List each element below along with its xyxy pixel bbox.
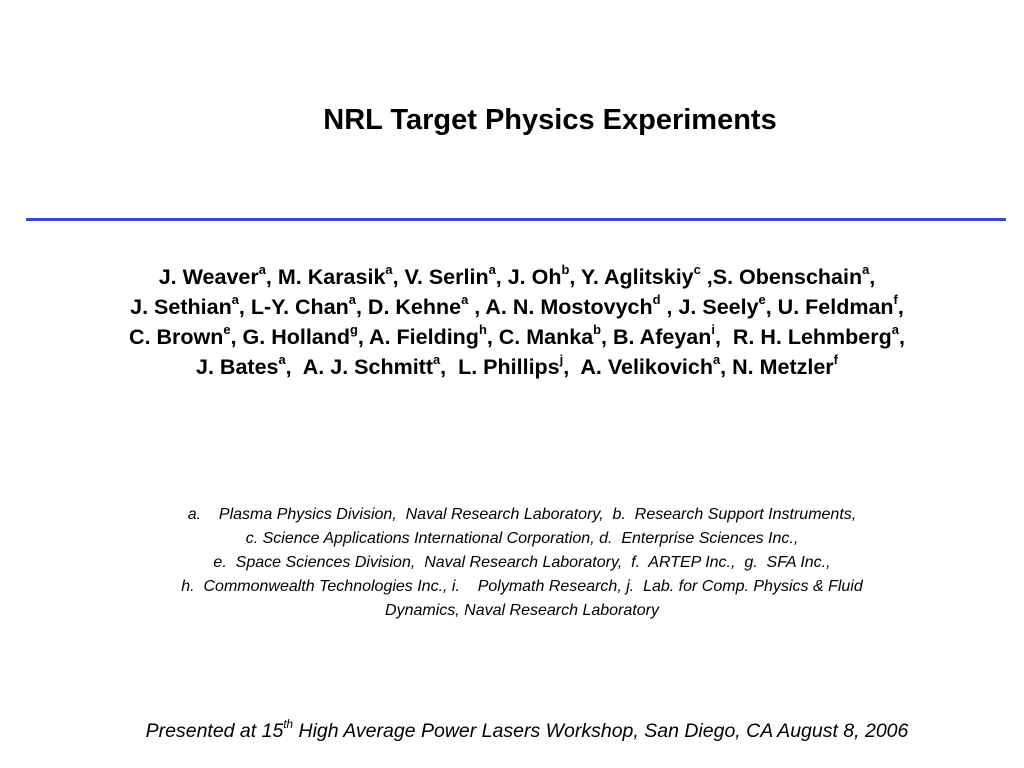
affiliation-line-2: c. Science Applications International Corporation, d. Enterprise Sciences Inc., bbox=[245, 530, 799, 547]
affiliation-mark: a bbox=[385, 261, 393, 277]
author-separator: , bbox=[897, 295, 904, 319]
author-name: , R. H. Lehmberg bbox=[714, 325, 892, 349]
author-name: , U. Feldman bbox=[765, 295, 894, 319]
footer-text-before: Presented at 15 bbox=[145, 720, 284, 742]
author-name: , A. Fielding bbox=[357, 325, 479, 349]
affiliation-line-3: e. Space Sciences Division, Naval Research Laboratory, f. ARTEP Inc., g. SFA Inc., bbox=[213, 554, 831, 571]
affiliation-line-5: Dynamics, Naval Research Laboratory bbox=[385, 602, 659, 619]
footer-text-after: High Average Power Lasers Workshop, San Diego, CA August 8, 2006 bbox=[293, 720, 909, 742]
author-name: , A. Velikovich bbox=[563, 355, 713, 379]
author-name: , J. Seely bbox=[660, 295, 759, 319]
author-name: , C. Manka bbox=[486, 325, 594, 349]
affiliation-mark: f bbox=[833, 351, 838, 367]
affiliation-mark: a bbox=[231, 291, 239, 307]
author-name: , M. Karasik bbox=[265, 265, 386, 289]
author-separator: , bbox=[869, 265, 876, 289]
author-name: , V. Serlin bbox=[392, 265, 489, 289]
affiliation-mark: a bbox=[433, 351, 441, 367]
author-name: , N. Metzler bbox=[720, 355, 834, 379]
affiliation-mark: a bbox=[348, 291, 356, 307]
author-name: J. Weaver bbox=[158, 265, 259, 289]
affiliation-mark: a bbox=[278, 351, 286, 367]
affiliation-mark: e bbox=[223, 321, 231, 337]
footer-ordinal-suffix: th bbox=[283, 717, 294, 731]
affiliation-mark: a bbox=[891, 321, 899, 337]
affiliation-mark: a bbox=[713, 351, 721, 367]
author-name: C. Brown bbox=[129, 325, 224, 349]
author-name: , G. Holland bbox=[230, 325, 351, 349]
author-name: , J. Oh bbox=[495, 265, 562, 289]
author-name: ,S. Obenschain bbox=[700, 265, 863, 289]
affiliation-mark: d bbox=[652, 291, 661, 307]
author-name: , Y. Aglitskiy bbox=[569, 265, 694, 289]
affiliation-mark: j bbox=[559, 351, 564, 367]
author-list bbox=[0, 262, 1024, 382]
affiliation-mark: a bbox=[862, 261, 870, 277]
title-divider bbox=[26, 218, 1006, 221]
affiliation-mark: i bbox=[711, 321, 715, 337]
affiliation-mark: b bbox=[561, 261, 570, 277]
author-name: , D. Kehne bbox=[355, 295, 462, 319]
slide-title: NRL Target Physics Experiments bbox=[323, 104, 777, 136]
affiliation-line-4: h. Commonwealth Technologies Inc., i. Polymath Research, j. Lab. for Comp. Physics & Fluid bbox=[181, 578, 863, 595]
affiliation-mark: g bbox=[350, 321, 358, 337]
author-name: , L. Phillips bbox=[440, 355, 560, 379]
author-name: J. Bates bbox=[196, 355, 279, 379]
author-name: , L-Y. Chan bbox=[238, 295, 349, 319]
affiliation-line-1: a. Plasma Physics Division, Naval Research Laboratory, b. Research Support Instruments, bbox=[187, 506, 857, 523]
author-line-1 bbox=[0, 262, 1024, 292]
affiliation-mark: h bbox=[478, 321, 487, 337]
affiliation-mark: a bbox=[461, 291, 469, 307]
author-line-4 bbox=[0, 352, 1024, 382]
affiliation-mark: c bbox=[693, 261, 701, 277]
affiliation-mark: f bbox=[893, 291, 898, 307]
affiliation-mark: b bbox=[593, 321, 602, 337]
presentation-footer bbox=[0, 717, 1024, 745]
author-name: , B. Afeyan bbox=[601, 325, 712, 349]
affiliation-mark: a bbox=[488, 261, 496, 277]
affiliation-mark: e bbox=[758, 291, 766, 307]
author-name: , A. J. Schmitt bbox=[285, 355, 433, 379]
author-name: J. Sethian bbox=[130, 295, 232, 319]
author-separator: , bbox=[898, 325, 905, 349]
author-line-2 bbox=[0, 292, 1024, 322]
author-line-3 bbox=[0, 322, 1024, 352]
author-name: , A. N. Mostovych bbox=[468, 295, 653, 319]
affiliation-list bbox=[0, 503, 1024, 623]
affiliation-mark: a bbox=[258, 261, 266, 277]
